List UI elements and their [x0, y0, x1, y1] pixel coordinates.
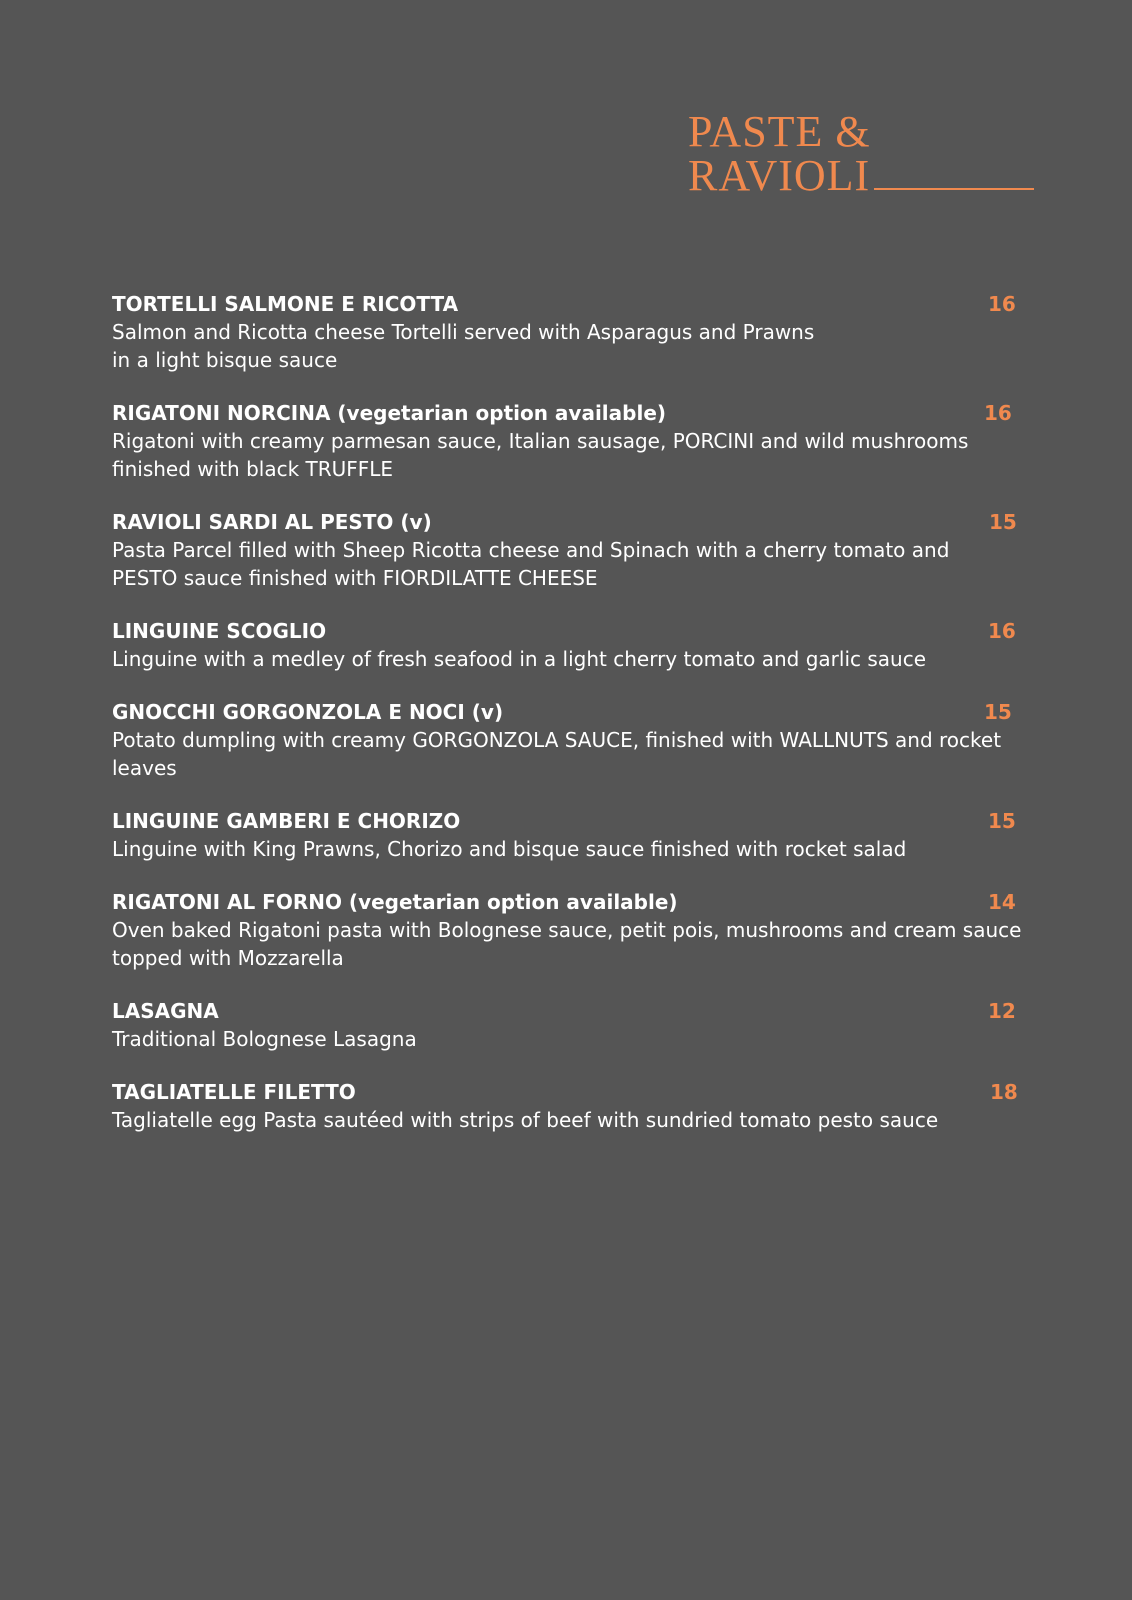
menu-item-description: Salmon and Ricotta cheese Tortelli served with Asparagus and Prawns in a light bisque sauce — [112, 320, 815, 372]
menu-item-price: 16 — [984, 401, 1012, 425]
menu-item-description: Potato dumpling with creamy GORGONZOLA SAUCE, finished with WALLNUTS and rocket leaves — [112, 728, 1002, 780]
title-underline-rule — [874, 188, 1034, 190]
menu-item — [112, 888, 1034, 972]
menu-item-description: Traditional Bolognese Lasagna — [112, 1027, 417, 1051]
title-line-2 — [688, 151, 1048, 200]
menu-item-price: 15 — [984, 700, 1012, 724]
menu-item — [112, 997, 1034, 1053]
menu-item-name: LINGUINE GAMBERI E CHORIZO — [112, 809, 461, 833]
menu-item — [112, 698, 1034, 782]
menu-item-description: Tagliatelle egg Pasta sautéed with strips of beef with sundried tomato pesto sauce — [112, 1108, 939, 1132]
menu-item — [112, 807, 1034, 863]
menu-item-name: RAVIOLI SARDI AL PESTO (v) — [112, 510, 432, 534]
menu-item-description: Pasta Parcel filled with Sheep Ricotta cheese and Spinach with a cherry tomato and PESTO sauce finished with FIORDILATTE CHEESE — [112, 538, 950, 590]
menu-item-price: 15 — [989, 510, 1017, 534]
menu-item-name: RIGATONI NORCINA (vegetarian option available) — [112, 401, 667, 425]
menu-item-price: 16 — [988, 619, 1016, 643]
title-line-2-text: RAVIOLI — [688, 151, 871, 200]
menu-item — [112, 1078, 1034, 1134]
menu-item — [112, 399, 1034, 483]
title-line-1: PASTE & — [688, 107, 871, 156]
menu-item — [112, 508, 1034, 592]
menu-item — [112, 290, 1034, 374]
menu-list — [112, 290, 1034, 1159]
menu-item-description: Oven baked Rigatoni pasta with Bolognese sauce, petit pois, mushrooms and cream sauce topped with Mozzarella — [112, 918, 1022, 970]
menu-item-price: 16 — [988, 292, 1016, 316]
menu-item — [112, 617, 1034, 673]
menu-item-name: LINGUINE SCOGLIO — [112, 619, 327, 643]
menu-item-price: 15 — [988, 809, 1016, 833]
menu-item-name: RIGATONI AL FORNO (vegetarian option available) — [112, 890, 678, 914]
menu-item-price: 12 — [988, 999, 1016, 1023]
menu-item-name: TORTELLI SALMONE E RICOTTA — [112, 292, 459, 316]
menu-item-name: GNOCCHI GORGONZOLA E NOCI (v) — [112, 700, 504, 724]
menu-item-description: Rigatoni with creamy parmesan sauce, Italian sausage, PORCINI and wild mushrooms finished with black TRUFFLE — [112, 429, 969, 481]
menu-item-description: Linguine with a medley of fresh seafood in a light cherry tomato and garlic sauce — [112, 647, 927, 671]
menu-item-name: LASAGNA — [112, 999, 219, 1023]
menu-item-description: Linguine with King Prawns, Chorizo and bisque sauce finished with rocket salad — [112, 837, 907, 861]
menu-item-price: 14 — [988, 890, 1016, 914]
menu-section-title — [688, 107, 1048, 200]
menu-item-name: TAGLIATELLE FILETTO — [112, 1080, 356, 1104]
menu-item-price: 18 — [990, 1080, 1018, 1104]
